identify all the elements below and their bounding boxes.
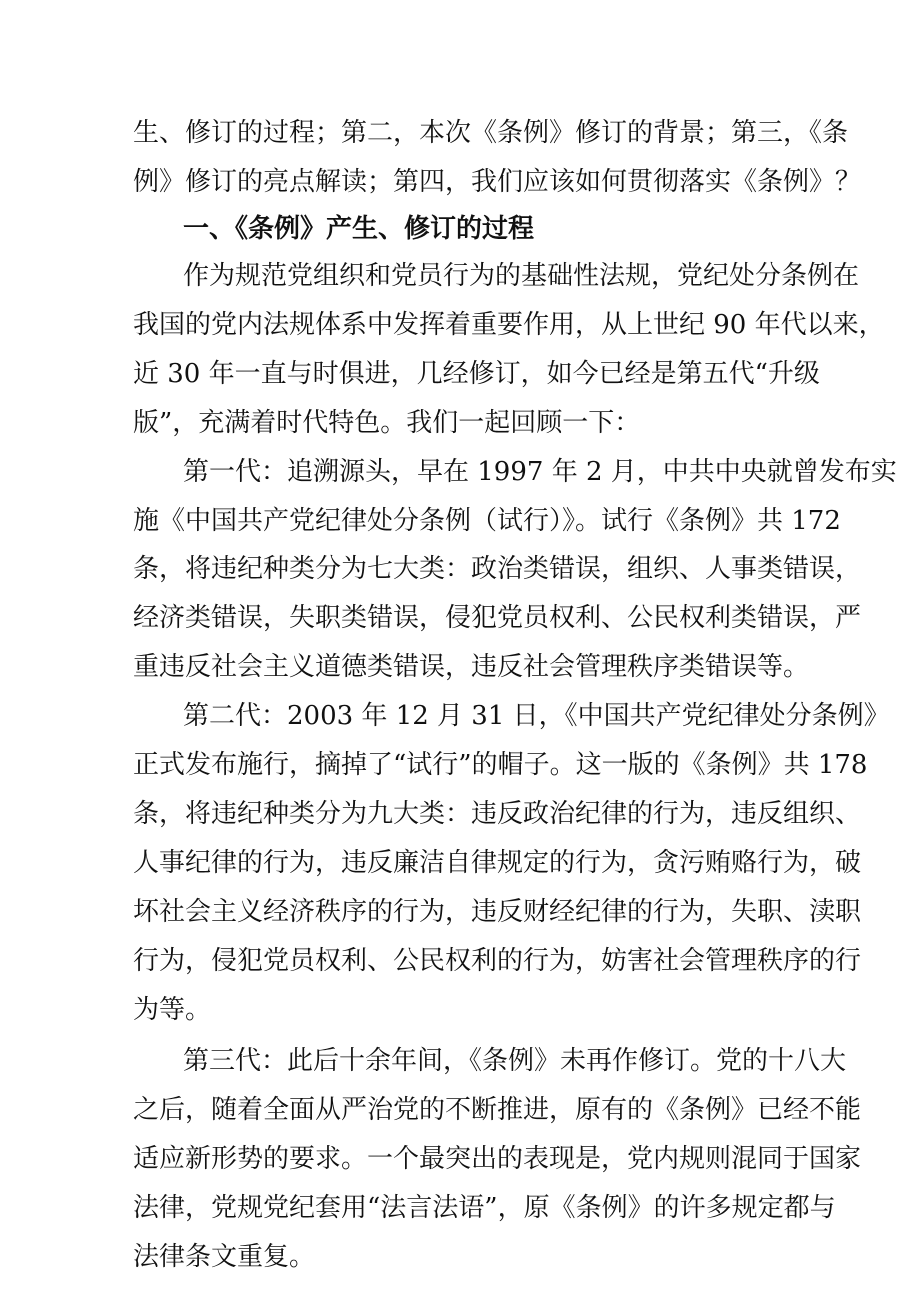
section-heading: 一、《条例》产生、修订的过程	[183, 214, 535, 244]
paragraph-line: 适应新形势的要求。一个最突出的表现是，党内规则混同于国家	[133, 1144, 862, 1174]
paragraph-line: 坏社会主义经济秩序的行为，违反财经纪律的行为，失职、渎职	[133, 897, 862, 927]
paragraph-line: 为等。	[133, 995, 212, 1025]
paragraph-line: 正式发布施行，摘掉了“试行”的帽子。这一版的《条例》共 178	[133, 750, 868, 780]
paragraph-line: 第一代：追溯源头，早在 1997 年 2 月，中共中央就曾发布实	[183, 457, 897, 487]
paragraph-line: 例》修订的亮点解读；第四，我们应该如何贯彻落实《条例》？	[133, 167, 862, 197]
paragraph-line: 法律，党规党纪套用“法言法语”，原《条例》的许多规定都与	[133, 1193, 836, 1223]
paragraph-line: 近 30 年一直与时俱进，几经修订，如今已经是第五代“升级	[133, 359, 820, 389]
paragraph-line: 作为规范党组织和党员行为的基础性法规，党纪处分条例在	[183, 261, 860, 291]
paragraph-line: 第二代：2003 年 12 月 31 日，《中国共产党纪律处分条例》	[183, 701, 890, 731]
paragraph-line: 我国的党内法规体系中发挥着重要作用，从上世纪 90 年代以来，	[133, 310, 885, 340]
paragraph-line: 法律条文重复。	[133, 1242, 316, 1272]
paragraph-line: 行为，侵犯党员权利、公民权利的行为，妨害社会管理秩序的行	[133, 946, 862, 976]
paragraph-line: 版”，充满着时代特色。我们一起回顾一下：	[133, 408, 641, 438]
paragraph-line: 施《中国共产党纪律处分条例（试行）》。试行《条例》共 172	[133, 506, 841, 536]
paragraph-line: 条，将违纪种类分为七大类：政治类错误，组织、人事类错误，	[133, 554, 862, 584]
paragraph-line: 条，将违纪种类分为九大类：违反政治纪律的行为，违反组织、	[133, 799, 862, 829]
paragraph-line: 重违反社会主义道德类错误，违反社会管理秩序类错误等。	[133, 652, 810, 682]
paragraph-line: 生、修订的过程；第二，本次《条例》修订的背景；第三，《条	[133, 118, 849, 148]
paragraph-line: 第三代：此后十余年间，《条例》未再作修订。党的十八大	[183, 1046, 847, 1076]
paragraph-line: 人事纪律的行为，违反廉洁自律规定的行为，贪污贿赂行为，破	[133, 848, 862, 878]
paragraph-line: 经济类错误，失职类错误，侵犯党员权利、公民权利类错误，严	[133, 603, 862, 633]
paragraph-line: 之后，随着全面从严治党的不断推进，原有的《条例》已经不能	[133, 1095, 862, 1125]
